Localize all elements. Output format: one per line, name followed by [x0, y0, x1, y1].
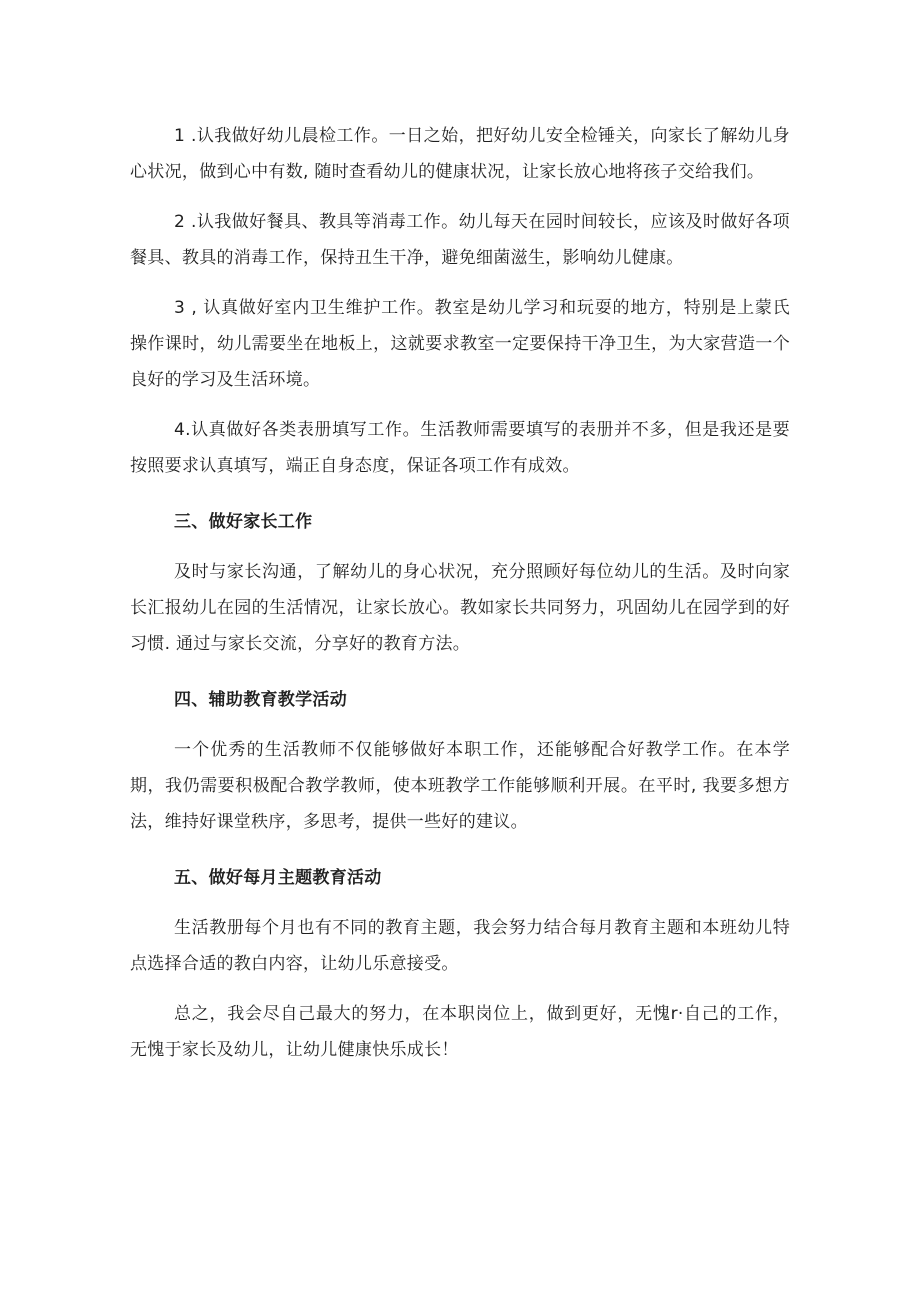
- paragraph-forms: 4.认真做好各类表册填写工作。生活教师需要填写的表册并不多，但是我还是要按照要求认真填写，端正自身态度，保证各项工作有成效。: [130, 420, 790, 476]
- section-heading-monthly-theme: 五、做好每月主题教育活动: [174, 868, 382, 888]
- document-body: [130, 118, 790, 1082]
- paragraph-disinfection: 2 .认我做好餐具、教具等消毒工作。幼儿每天在园时间较长，应该及时做好各项餐具、教具的消毒工作，保持丑生干净，避免细菌滋生，影响幼儿健康。: [130, 212, 790, 268]
- paragraph-teaching: 一个优秀的生活教师不仅能够做好本职工作，还能够配合好教学工作。在本学期，我仍需要积极配合教学教师，使本班教学工作能够顺利开展。在平时, 我要多想方法，维持好课堂秩序，多思考，提供一些好的建议。: [130, 740, 790, 832]
- paragraph-classroom-hygiene: 3 , 认真做好室内卫生维护工作。教室是幼儿学习和玩耍的地方，特别是上蒙氏操作课时，幼儿需要坐在地板上，这就要求教室一定要保持干净卫生，为大家营造一个良好的学习及生活环境。: [130, 298, 790, 390]
- paragraph-parents: 及时与家长沟通，了解幼儿的身心状况，充分照顾好每位幼儿的生活。及时向家长汇报幼儿在园的生活情况，让家长放心。教如家长共同努力，巩固幼儿在园学到的好习惯. 通过与家长交流，分享好的教育方法。: [130, 562, 790, 654]
- section-heading-parents: 三、做好家长工作: [174, 512, 313, 532]
- paragraph-morning-check: 1 .认我做好幼儿晨检工作。一日之始，把好幼儿安全检锤关，向家长了解幼儿身心状况，做到心中有数, 随时查看幼儿的健康状况，让家长放心地将孩子交给我们。: [130, 126, 790, 182]
- paragraph-monthly-theme: 生活教册每个月也有不同的教育主题，我会努力结合每月教育主题和本班幼儿特点选择合适的教白内容，让幼儿乐意接受。: [130, 918, 790, 974]
- paragraph-conclusion: 总之，我会尽自己最大的努力，在本职岗位上，做到更好，无愧r·自己的工作，无愧于家长及幼儿，让幼儿健康快乐成长！: [130, 1004, 790, 1060]
- section-heading-teaching: 四、辅助教育教学活动: [174, 690, 347, 710]
